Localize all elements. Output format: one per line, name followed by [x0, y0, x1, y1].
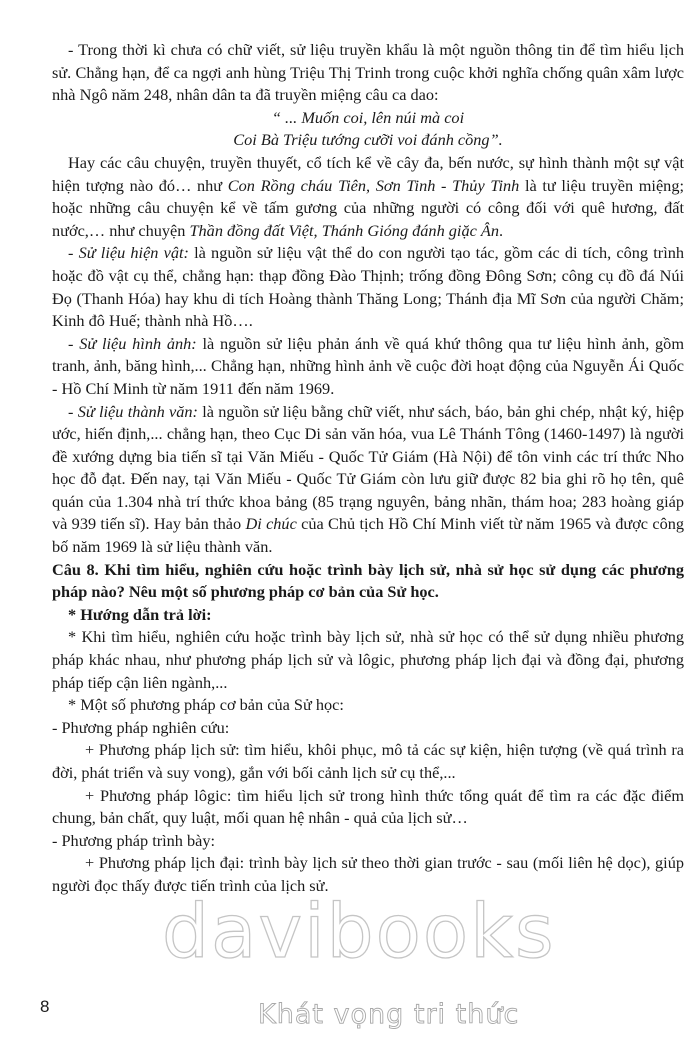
paragraph-written-sources: - Sử liệu thành văn: là nguồn sử liệu bằng chữ viết, như sách, báo, bản ghi chép, nhật ký, hiệp ước, hiến định,... chẳng hạn, theo Cục Di sản văn hóa, vua Lê Thánh Tông (1460-1497) là người đề xướng dựng bia tiến sĩ tại Văn Miếu - Quốc Tử Giám (Hà Nội) để tôn vinh các trí thức Nho học đỗ đạt. Đến nay, tại Văn Miếu - Quốc Tử Giám còn lưu giữ được 82 bia ghi rõ họ tên, quê quán của 1.304 nhà trí thức khoa bảng (85 trạng nguyên, bảng nhãn, thám hoa; 283 hoàng giáp và 939 tiến sĩ). Hay bản thảo Di chúc của Chủ tịch Hồ Chí Minh viết từ năm 1965 và được công bố năm 1969 là sử liệu thành văn.: [52, 401, 684, 557]
question-8-heading: Câu 8. Khi tìm hiểu, nghiên cứu hoặc trình bày lịch sử, nhà sử học sử dụng các phương pháp nào? Nêu một số phương pháp cơ bản của Sử học.: [52, 559, 684, 602]
answer-guide-label: * Hướng dẫn trả lời:: [68, 604, 212, 624]
historical-method-item: + Phương pháp lịch sử: tìm hiểu, khôi phục, mô tả các sự kiện, hiện tượng (về quá trình ra đời, phát triển và suy vong), gắn với bối cảnh lịch sử cụ thể,...: [52, 740, 684, 782]
paragraph-image-sources: - Sử liệu hình ảnh: là nguồn sử liệu phản ánh về quá khứ thông qua tư liệu hình ảnh, gồm tranh, ảnh, băng hình,... Chẳng hạn, những hình ảnh về cuộc đời hoạt động của Nguyễn Ái Quốc - Hồ Chí Minh từ năm 1911 đến năm 1969.: [52, 333, 684, 398]
watermark-tagline: Khát vọng tri thức: [258, 999, 520, 1030]
paragraph-legends: Hay các câu chuyện, truyền thuyết, cổ tích kể về cây đa, bến nước, sự hình thành một sự vật hiện tượng nào đó… như Con Rồng cháu Tiên, Sơn Tinh - Thủy Tinh là tư liệu truyền miệng; hoặc những câu chuyện kể về tấm gương của những người có công đối với quê hương, đất nước,… như chuyện Thần đồng đất Việt, Thánh Gióng đánh giặc Ân.: [52, 152, 684, 240]
term-label: - Sử liệu hiện vật:: [68, 243, 189, 263]
answer-basic-methods-heading: * Một số phương pháp cơ bản của Sử học:: [68, 695, 344, 715]
poem-line-2: Coi Bà Triệu tướng cưỡi voi đánh cồng”.: [233, 130, 503, 150]
term-label: - Sử liệu thành văn:: [68, 401, 198, 421]
presentation-method-heading: - Phương pháp trình bày:: [52, 830, 216, 850]
watermark-logo: davibooks: [162, 889, 556, 975]
chronological-method-item: + Phương pháp lịch đại: trình bày lịch sử theo thời gian trước - sau (mối liên hệ dọc), giúp người đọc thấy được tiến trình của lịch sử.: [52, 853, 684, 895]
poem-line-1: “ ... Muốn coi, lên núi mà coi: [271, 107, 465, 127]
page-body: [52, 39, 684, 898]
paragraph-oral-sources: - Trong thời kì chưa có chữ viết, sử liệu truyền khẩu là một nguồn thông tin để tìm hiểu lịch sử. Chẳng hạn, để ca ngợi anh hùng Triệu Thị Trinh trong cuộc khởi nghĩa chống quân xâm lược nhà Ngô năm 248, nhân dân ta đã truyền miệng câu ca dao:: [52, 40, 684, 105]
term-label: - Sử liệu hình ảnh:: [68, 333, 197, 353]
page-number: 8: [40, 997, 50, 1016]
paragraph-artifact-sources: - Sử liệu hiện vật: là nguồn sử liệu vật thể do con người tạo tác, gồm các di tích, công trình hoặc đồ vật cụ thể, chẳng hạn: thạp đồng Đào Thịnh; trống đồng Đông Sơn; công cụ đồ đá Núi Đọ (Thanh Hóa) hay khu di tích Hoàng thành Thăng Long; Thánh địa Mĩ Sơn của người Chăm; Kinh đô Huế; thành nhà Hồ….: [52, 243, 684, 331]
research-method-heading: - Phương pháp nghiên cứu:: [52, 717, 230, 737]
answer-methods-overview: * Khi tìm hiểu, nghiên cứu hoặc trình bày lịch sử, nhà sử học có thể sử dụng nhiều phương pháp khác nhau, như phương pháp lịch sử và lôgic, phương pháp lịch đại và đồng đại, phương pháp tiếp cận liên ngành,...: [52, 627, 684, 692]
logical-method-item: + Phương pháp lôgic: tìm hiểu lịch sử trong hình thức tổng quát để tìm ra các đặc điểm chung, bản chất, quy luật, mối quan hệ nhân - quả của lịch sử…: [52, 785, 684, 828]
